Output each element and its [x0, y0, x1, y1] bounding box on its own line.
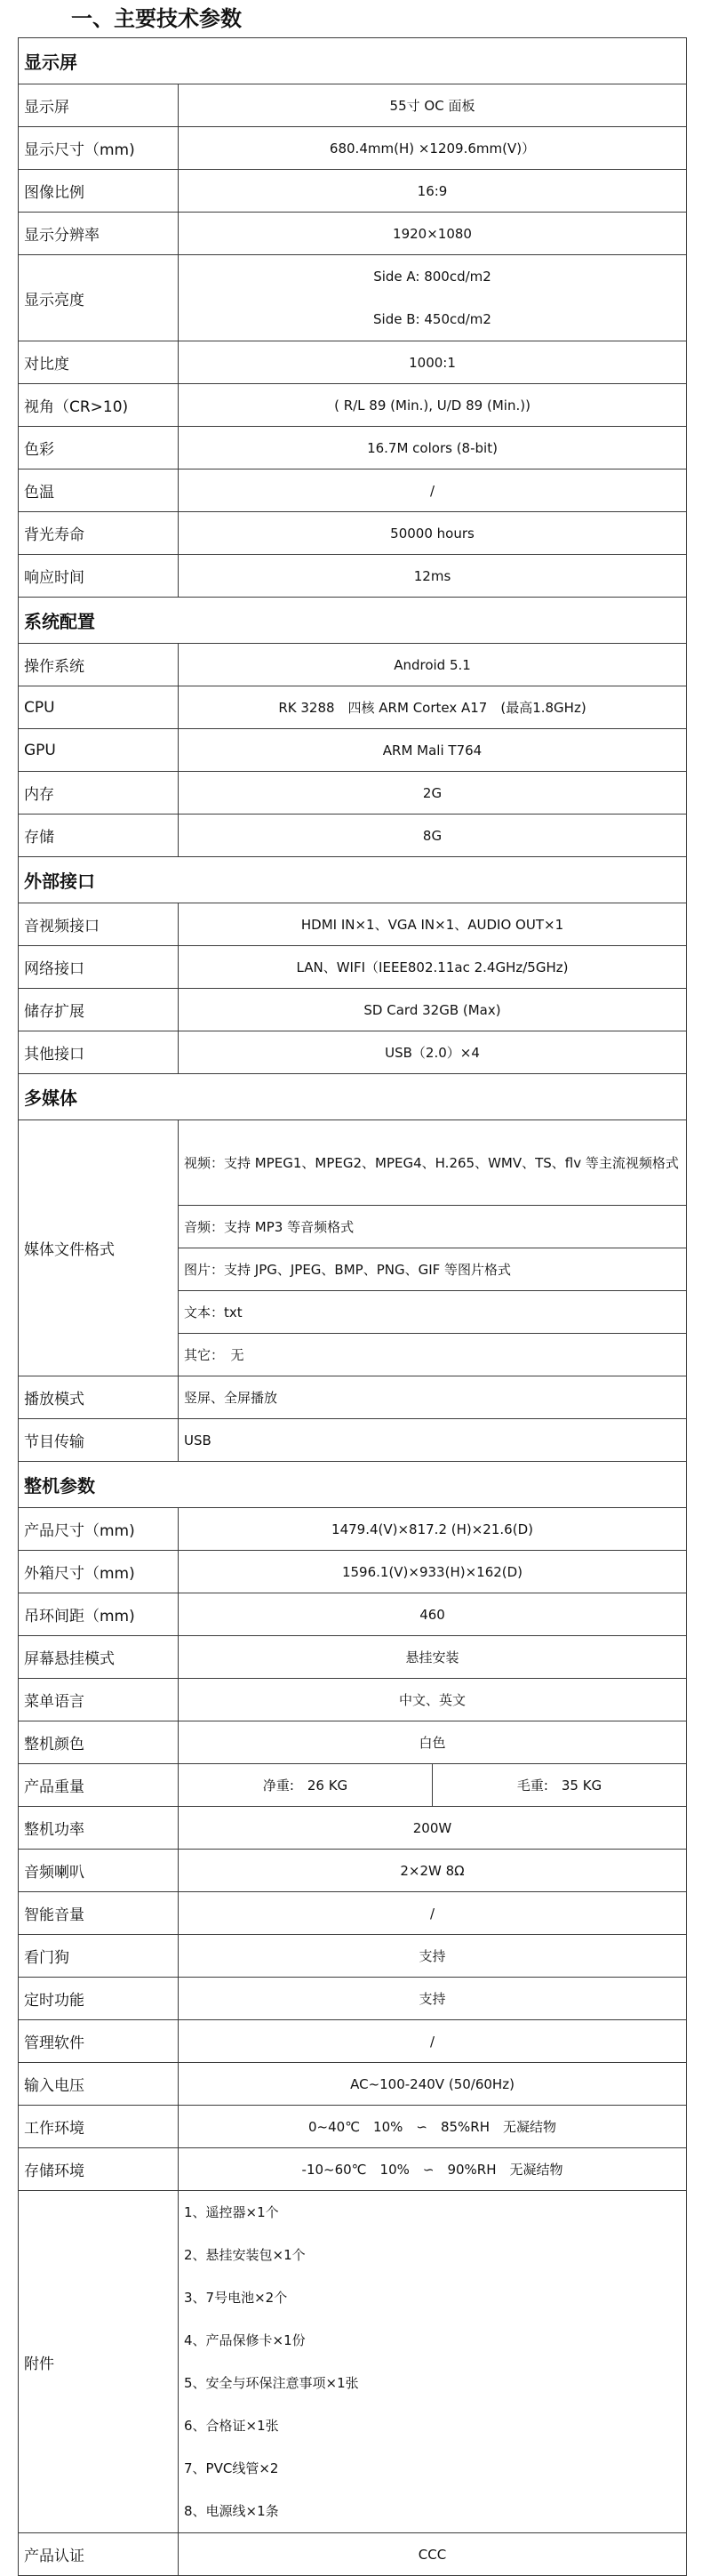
list-item: 3、7号电池×2个	[184, 2290, 288, 2306]
row-value: 悬挂安装	[179, 1636, 687, 1679]
row-label: 输入电压	[19, 2063, 179, 2106]
row-value: 12ms	[179, 555, 687, 598]
table-row	[19, 946, 687, 989]
table-row	[19, 127, 687, 170]
row-label: 储存扩展	[19, 989, 179, 1031]
section-header-display	[19, 38, 687, 84]
row-label: 节目传输	[19, 1419, 179, 1462]
table-row	[19, 903, 687, 946]
row-value: USB（2.0）×4	[179, 1031, 687, 1074]
row-value: 16:9	[179, 170, 687, 213]
table-row	[19, 1978, 687, 2020]
section-title: 整机参数	[19, 1462, 687, 1508]
net-weight: 净重: 26 KG	[179, 1764, 433, 1807]
row-value: 2×2W 8Ω	[179, 1850, 687, 1892]
row-value	[179, 255, 687, 341]
table-row	[19, 1508, 687, 1551]
table-row	[19, 1679, 687, 1721]
table-row	[19, 772, 687, 815]
table-row	[19, 341, 687, 384]
row-value: 支持	[179, 1978, 687, 2020]
list-item: 5、安全与环保注意事项×1张	[184, 2375, 359, 2391]
section-header-multimedia	[19, 1074, 687, 1120]
table-row	[19, 170, 687, 213]
row-value: LAN、WIFI（IEEE802.11ac 2.4GHz/5GHz)	[179, 946, 687, 989]
table-row	[19, 1120, 687, 1206]
format-image: 图片：支持 JPG、JPEG、BMP、PNG、GIF 等图片格式	[179, 1248, 687, 1291]
row-label: 音视频接口	[19, 903, 179, 946]
row-label: 存储环境	[19, 2148, 179, 2191]
brightness-side-a: Side A: 800cd/m2	[373, 269, 491, 285]
row-value: 2G	[179, 772, 687, 815]
table-row	[19, 1935, 687, 1978]
row-value: 200W	[179, 1807, 687, 1850]
table-row	[19, 384, 687, 427]
row-label: 附件	[19, 2191, 179, 2533]
row-value: 8G	[179, 815, 687, 857]
table-row	[19, 512, 687, 555]
row-value: CCC	[179, 2533, 687, 2576]
row-value: -10~60℃ 10% ∽ 90%RH 无凝结物	[179, 2148, 687, 2191]
row-label: 对比度	[19, 341, 179, 384]
row-label: 外箱尺寸（mm)	[19, 1551, 179, 1593]
table-row	[19, 2106, 687, 2148]
table-row	[19, 555, 687, 598]
table-row-accessories	[19, 2191, 687, 2533]
format-text: 文本：txt	[179, 1291, 687, 1334]
row-label: 定时功能	[19, 1978, 179, 2020]
row-label: 色彩	[19, 427, 179, 469]
row-label: 操作系统	[19, 644, 179, 686]
table-row	[19, 815, 687, 857]
row-label: 显示亮度	[19, 255, 179, 341]
table-row	[19, 2148, 687, 2191]
row-value: 50000 hours	[179, 512, 687, 555]
row-value: 0~40℃ 10% ∽ 85%RH 无凝结物	[179, 2106, 687, 2148]
format-other: 其它： 无	[179, 1334, 687, 1376]
table-row-brightness	[19, 255, 687, 341]
table-row	[19, 1807, 687, 1850]
row-label: 内存	[19, 772, 179, 815]
table-row	[19, 729, 687, 772]
section-header-interfaces	[19, 857, 687, 903]
row-value: 1479.4(V)×817.2 (H)×21.6(D)	[179, 1508, 687, 1551]
table-row	[19, 1892, 687, 1935]
row-label: CPU	[19, 686, 179, 729]
row-label: 图像比例	[19, 170, 179, 213]
table-row	[19, 213, 687, 255]
row-label: 响应时间	[19, 555, 179, 598]
row-label: 吊环间距（mm)	[19, 1593, 179, 1636]
row-value: 竖屏、全屏播放	[179, 1376, 687, 1419]
table-row-weight	[19, 1764, 687, 1807]
row-value: 16.7M colors (8-bit)	[179, 427, 687, 469]
table-row	[19, 1031, 687, 1074]
section-title: 显示屏	[19, 38, 687, 84]
list-item: 7、PVC线管×2	[184, 2460, 279, 2476]
row-label: 屏幕悬挂模式	[19, 1636, 179, 1679]
row-label: 产品重量	[19, 1764, 179, 1807]
row-label: 整机颜色	[19, 1721, 179, 1764]
row-value: USB	[179, 1419, 687, 1462]
row-value: ( R/L 89 (Min.), U/D 89 (Min.))	[179, 384, 687, 427]
row-value: 55寸 OC 面板	[179, 84, 687, 127]
row-label: 显示尺寸（mm)	[19, 127, 179, 170]
table-row	[19, 84, 687, 127]
list-item: 8、电源线×1条	[184, 2503, 279, 2519]
table-row	[19, 1636, 687, 1679]
table-row	[19, 686, 687, 729]
row-value: 460	[179, 1593, 687, 1636]
row-value: 1596.1(V)×933(H)×162(D)	[179, 1551, 687, 1593]
section-title: 外部接口	[19, 857, 687, 903]
table-row	[19, 2063, 687, 2106]
spec-table	[18, 37, 687, 2576]
row-label: 显示分辨率	[19, 213, 179, 255]
row-label: 其他接口	[19, 1031, 179, 1074]
format-video: 视频：支持 MPEG1、MPEG2、MPEG4、H.265、WMV、TS、flv 等主流视频格式	[179, 1120, 687, 1206]
table-row	[19, 2533, 687, 2576]
list-item: 2、悬挂安装包×1个	[184, 2247, 306, 2263]
list-item: 1、遥控器×1个	[184, 2204, 279, 2220]
table-row	[19, 2020, 687, 2063]
row-value: /	[179, 2020, 687, 2063]
row-label: 整机功率	[19, 1807, 179, 1850]
brightness-side-b: Side B: 450cd/m2	[373, 311, 491, 327]
table-row	[19, 1419, 687, 1462]
row-value: 白色	[179, 1721, 687, 1764]
table-row	[19, 1721, 687, 1764]
section-title: 系统配置	[19, 598, 687, 644]
row-value: 支持	[179, 1935, 687, 1978]
table-row	[19, 644, 687, 686]
table-row	[19, 1551, 687, 1593]
format-audio: 音频：支持 MP3 等音频格式	[179, 1206, 687, 1248]
section-header-system	[19, 598, 687, 644]
row-label: 网络接口	[19, 946, 179, 989]
row-label: 视角（CR>10)	[19, 384, 179, 427]
table-row	[19, 469, 687, 512]
row-value: HDMI IN×1、VGA IN×1、AUDIO OUT×1	[179, 903, 687, 946]
row-value: 680.4mm(H) ×1209.6mm(V)）	[179, 127, 687, 170]
row-label: 产品尺寸（mm)	[19, 1508, 179, 1551]
row-label: 显示屏	[19, 84, 179, 127]
row-label: 播放模式	[19, 1376, 179, 1419]
row-label: 智能音量	[19, 1892, 179, 1935]
row-value: 1000:1	[179, 341, 687, 384]
row-value: /	[179, 469, 687, 512]
list-item: 6、合格证×1张	[184, 2418, 279, 2434]
row-label: 媒体文件格式	[19, 1120, 179, 1376]
section-title: 多媒体	[19, 1074, 687, 1120]
row-value: /	[179, 1892, 687, 1935]
row-label: 音频喇叭	[19, 1850, 179, 1892]
list-item: 4、产品保修卡×1份	[184, 2332, 306, 2348]
row-label: GPU	[19, 729, 179, 772]
table-row	[19, 1850, 687, 1892]
table-row	[19, 1376, 687, 1419]
gross-weight: 毛重: 35 KG	[433, 1764, 687, 1807]
table-row	[19, 427, 687, 469]
row-value: RK 3288 四核 ARM Cortex A17 (最高1.8GHz)	[179, 686, 687, 729]
table-row	[19, 1593, 687, 1636]
row-value: AC~100-240V (50/60Hz)	[179, 2063, 687, 2106]
row-label: 产品认证	[19, 2533, 179, 2576]
row-label: 色温	[19, 469, 179, 512]
row-value: SD Card 32GB (Max)	[179, 989, 687, 1031]
row-label: 背光寿命	[19, 512, 179, 555]
row-label: 看门狗	[19, 1935, 179, 1978]
row-label: 管理软件	[19, 2020, 179, 2063]
row-label: 工作环境	[19, 2106, 179, 2148]
row-value: ARM Mali T764	[179, 729, 687, 772]
row-value: 1920×1080	[179, 213, 687, 255]
row-value: Android 5.1	[179, 644, 687, 686]
row-label: 菜单语言	[19, 1679, 179, 1721]
section-header-machine	[19, 1462, 687, 1508]
row-value: 中文、英文	[179, 1679, 687, 1721]
table-row	[19, 989, 687, 1031]
accessories-list	[179, 2191, 687, 2533]
page-title: 一、主要技术参数	[71, 6, 242, 31]
row-label: 存储	[19, 815, 179, 857]
